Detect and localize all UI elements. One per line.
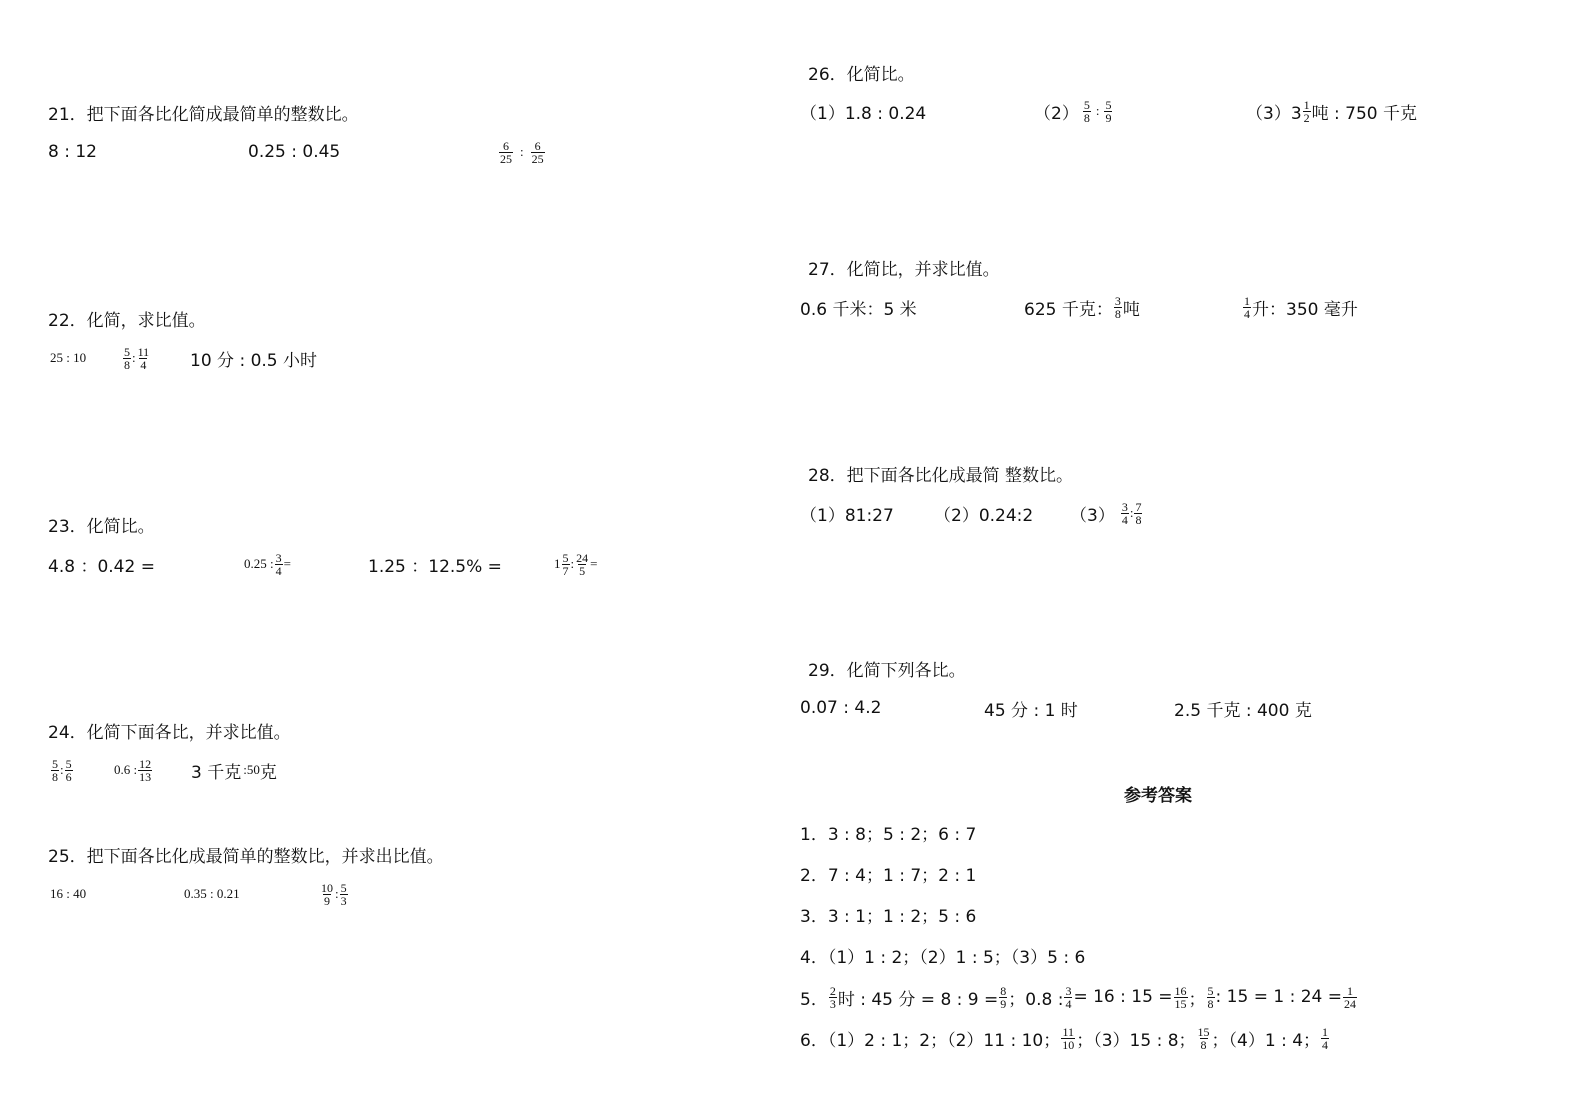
q27-item-1: 0.6 千米：5 米 <box>800 299 917 320</box>
fraction: $\frac{11}{10}$ <box>1062 1024 1075 1052</box>
fraction: $\frac{3}{4}$ <box>275 550 282 578</box>
q24-item-2: 0.6 : $\frac{12}{13}$ <box>114 756 152 784</box>
question-21-heading: 21．把下面各比化简成最简单的整数比。 <box>48 105 359 125</box>
fraction: $\frac{6}{25}$ <box>500 138 512 166</box>
q27-item-2: 625 千克： $\frac{3}{8}$ 吨 <box>1024 293 1140 321</box>
fraction: $\frac{8}{9}$ <box>1000 983 1007 1011</box>
q23-item-4: 1 $\frac{5}{7}$ : $\frac{24}{5}$ = <box>554 550 598 578</box>
q22-item-2: $\frac{5}{8}$ : $\frac{11}{4}$ <box>124 344 150 372</box>
q21-item-1: 8 : 12 <box>48 142 97 162</box>
fraction: $\frac{7}{8}$ <box>1135 499 1142 527</box>
q21-item-2: 0.25 : 0.45 <box>248 142 341 162</box>
q29-item-1: 0.07 : 4.2 <box>800 698 882 718</box>
fraction: $\frac{16}{15}$ <box>1174 983 1187 1011</box>
fraction: $\frac{5}{3}$ <box>340 880 347 908</box>
left-column <box>48 0 808 1118</box>
fraction: $\frac{12}{13}$ <box>139 756 152 784</box>
q25-item-2: 0.35 : 0.21 <box>184 886 240 901</box>
fraction: $\frac{5}{8}$ <box>52 756 58 784</box>
q22-item-1: 25 : 10 <box>50 350 87 365</box>
question-26-heading: 26．化简比。 <box>808 65 915 85</box>
q24-item-1: $\frac{5}{8}$ : $\frac{5}{6}$ <box>52 756 72 784</box>
question-28-heading: 28．把下面各比化成最简 整数比。 <box>808 466 1074 486</box>
q23-item-1: 4.8 ：0.42 = <box>48 556 155 577</box>
q23-item-3: 1.25 ：12.5% = <box>368 556 502 577</box>
fraction: $\frac{1}{4}$ <box>1244 293 1250 321</box>
fraction: $\frac{2}{3}$ <box>829 983 836 1011</box>
question-27-heading: 27．化简比，并求比值。 <box>808 260 1000 280</box>
fraction: $\frac{3}{4}$ <box>1121 499 1128 527</box>
q25-item-3: $\frac{10}{9}$ : $\frac{5}{3}$ <box>321 880 347 908</box>
fraction: $\frac{6}{25}$ <box>531 138 544 166</box>
fraction: $\frac{1}{24}$ <box>1344 983 1356 1011</box>
q22-item-3: 10 分 : 0.5 小时 <box>190 350 318 371</box>
q28-item-3: （3） $\frac{3}{4}$ : $\frac{7}{8}$ <box>1070 499 1142 527</box>
q24-item-3: 3 千克 : 50 克 <box>191 762 277 783</box>
fraction: $\frac{3}{4}$ <box>1065 983 1072 1011</box>
fraction: $\frac{5}{7}$ <box>562 550 569 578</box>
fraction: $\frac{5}{8}$ <box>124 344 130 372</box>
q27-item-3: $\frac{1}{4}$ 升：350 毫升 <box>1244 293 1358 321</box>
fraction: $\frac{1}{4}$ <box>1322 1024 1329 1052</box>
q21-item-3: $\frac{6}{25}$ : $\frac{6}{25}$ <box>500 138 544 166</box>
fraction: $\frac{11}{4}$ <box>137 344 150 372</box>
right-column: 26．化简比。 （1）1.8 : 0.24 （2） $\frac{5}{8}$ : $\frac{5}{9}$ （3）3 $\frac{1}{2}$ 吨 : 750 千克 27．化简比，并求比值。 0.6 千米：5 米 625 千克： $\frac{3}{8}$ 吨 $\frac{1}{4}$ 升：350 毫升 28．把下面各比化成最简 整数比。 （1）81:27 （2）0.24:2 （3） $\frac{3}{4}$ : $\frac{7}{8}$ 29．化简下列各比。 0.07 : 4.2 45 分 : 1 时 2.5 千克 : 400 克 参考答案 1．3 : 8；5 : 2；6 : 7 2．7 : 4；1 : 7；2 : 1 3．3 : 1；1 : 2；5 : 6 4．（1）1 : 2；（2）1 : 5；（3）5 : 6 5． $\frac{2}{3}$ 时 : 45 分 = 8 : 9 = $\frac{8}{9}$ ；0.8 : $\frac{3}{4}$ = 16 : 15 = $\frac{16}{15}$ ； $\frac{5}{8}$ : 15 = 1 : 24 = $\frac{1}{24}$ 6．（1）2 : 1；2；（2）11 : 10； $\frac{11}{10}$ ；（3）15 : 8； $\frac{15}{8}$ ；（4）1 : 4； $\frac{1}{4}$ <box>808 0 1568 1118</box>
question-25-heading: 25．把下面各比化成最简单的整数比，并求出比值。 <box>48 847 444 867</box>
question-29-heading: 29．化简下列各比。 <box>808 661 966 681</box>
fraction: $\frac{5}{9}$ <box>1105 97 1112 125</box>
question-23-heading: 23．化简比。 <box>48 517 155 537</box>
fraction: $\frac{15}{8}$ <box>1197 1024 1210 1052</box>
q23-item-2: 0.25 : $\frac{3}{4}$ = <box>244 550 291 578</box>
q29-item-2: 45 分 : 1 时 <box>984 700 1078 721</box>
fraction: $\frac{24}{5}$ <box>576 550 589 578</box>
question-22-heading: 22．化简，求比值。 <box>48 311 206 331</box>
q28-item-2: （2）0.24:2 <box>934 505 1034 526</box>
q28-item-1: （1）81:27 <box>800 505 894 526</box>
q29-item-3: 2.5 千克 : 400 克 <box>1174 700 1312 721</box>
q26-item-2: （2） $\frac{5}{8}$ : $\frac{5}{9}$ <box>1034 97 1112 125</box>
fraction: $\frac{5}{8}$ <box>1083 97 1090 125</box>
fraction: $\frac{10}{9}$ <box>321 880 333 908</box>
fraction: $\frac{5}{8}$ <box>1207 983 1214 1011</box>
question-24-heading: 24．化简下面各比，并求比值。 <box>48 723 291 743</box>
answer-title: 参考答案 <box>1124 786 1192 806</box>
fraction: $\frac{1}{2}$ <box>1303 97 1310 125</box>
q25-item-1: 16 : 40 <box>50 886 87 901</box>
fraction: $\frac{3}{8}$ <box>1114 293 1121 321</box>
fraction: $\frac{5}{6}$ <box>65 756 72 784</box>
q26-item-1: （1）1.8 : 0.24 <box>800 103 927 124</box>
q26-item-3: （3）3 $\frac{1}{2}$ 吨 : 750 千克 <box>1246 97 1418 125</box>
